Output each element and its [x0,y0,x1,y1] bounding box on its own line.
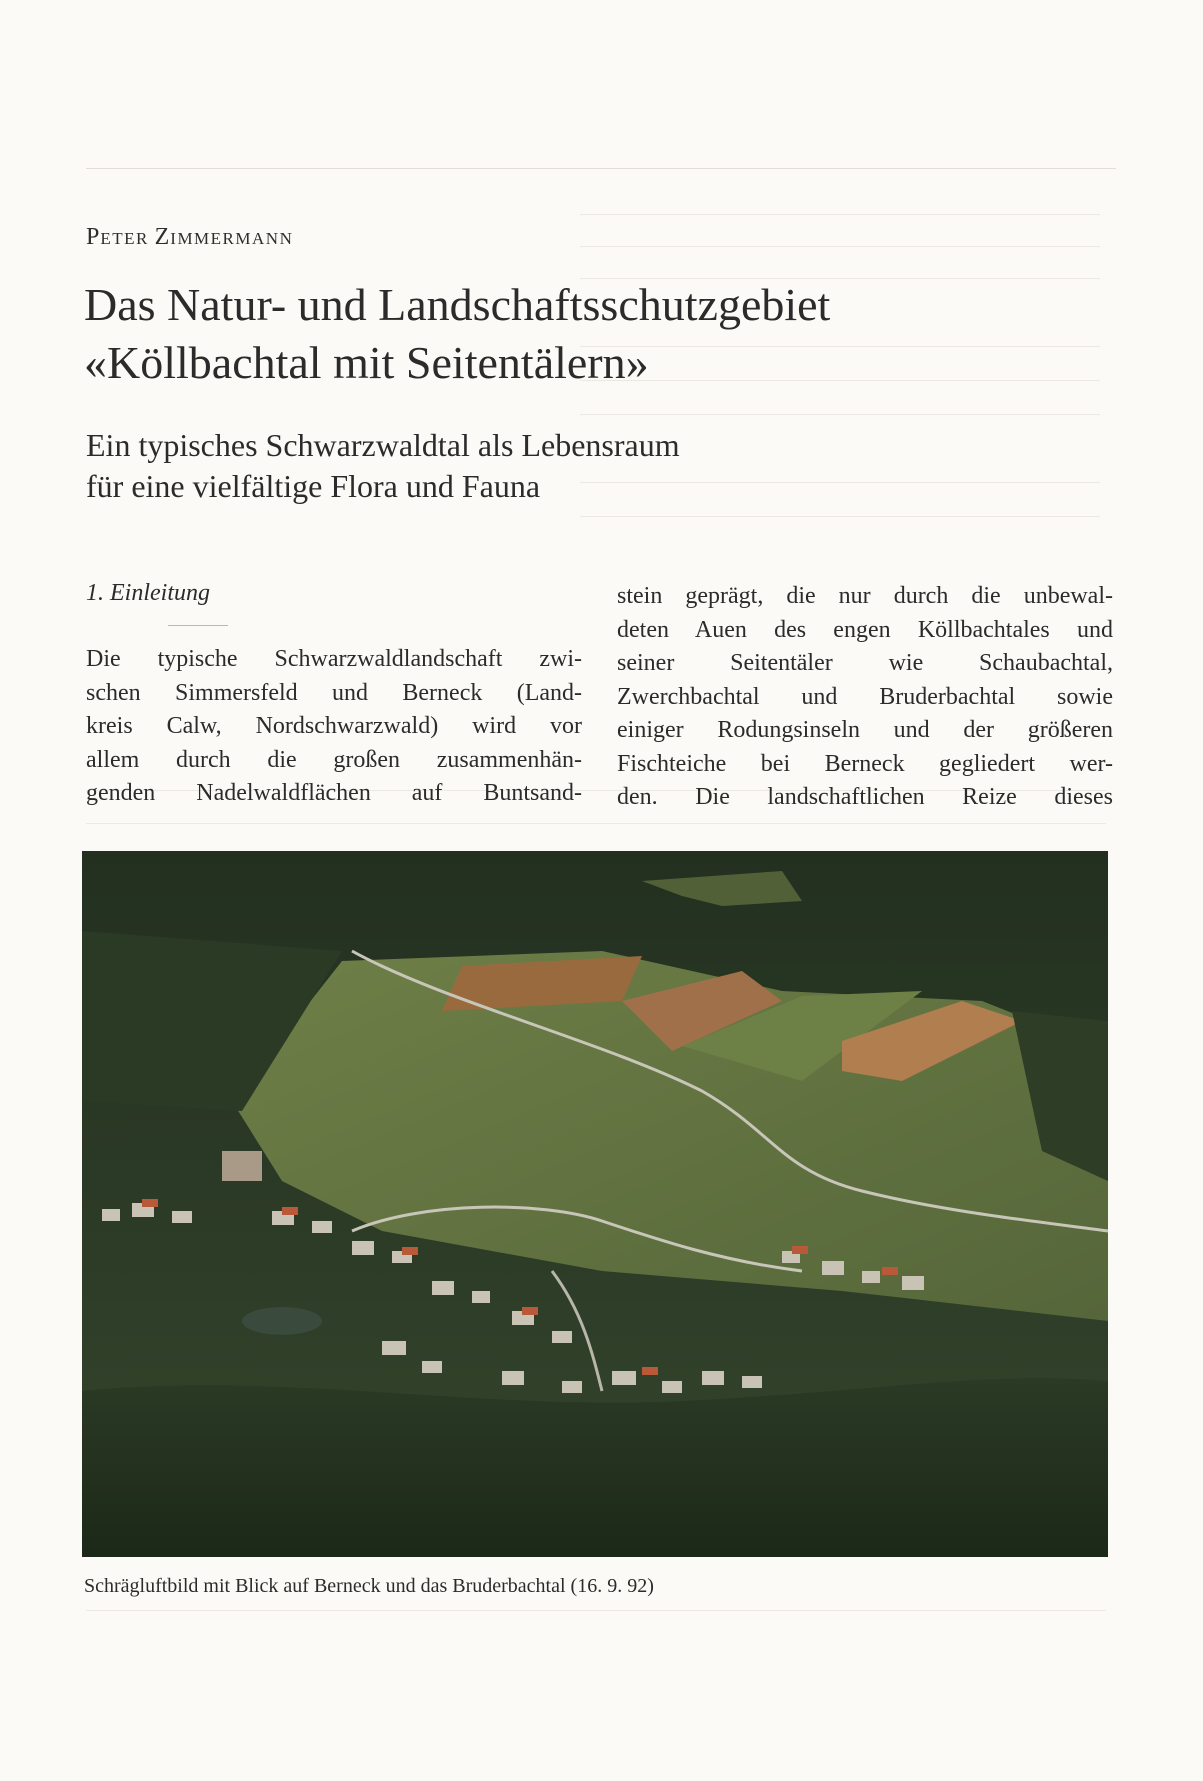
body-line: Die typische Schwarzwaldlandschaft zwi- [86,646,582,672]
author-initial-last: Z [154,224,171,250]
author-initial-first: P [86,224,101,250]
body-line: stein geprägt, die nur durch die unbewal- [617,583,1113,609]
author-first-rest: ETER [100,229,155,248]
article-title [84,276,1134,392]
subtitle-line-1: Ein typisches Schwarzwaldtal als Lebensraum [86,427,680,463]
aerial-photo-illustration [82,851,1108,1557]
body-column-right [617,580,1113,815]
author-last-rest: IMMERMANN [170,229,294,248]
body-line: kreis Calw, Nordschwarzwald) wird vor [86,713,582,739]
body-line: den. Die landschaftlichen Reize dieses [617,784,1113,810]
body-line: schen Simmersfeld und Berneck (Land- [86,679,582,706]
body-line: deten Auen des engen Köllbachtales und [617,616,1113,643]
body-column-left [86,643,582,811]
subtitle-line-2: für eine vielfältige Flora und Fauna [86,468,541,504]
aerial-photo [82,851,1108,1557]
section-heading: 1. Einleitung [86,580,210,606]
article-subtitle [86,425,1086,507]
body-line: allem durch die großen zusammenhän- [86,746,582,773]
title-line-2: «Köllbachtal mit Seitentälern» [84,337,649,388]
section-rule [168,625,228,626]
body-line: genden Nadelwaldflächen auf Buntsand- [86,780,582,806]
title-line-1: Das Natur- und Landschaftsschutzgebiet [84,279,831,330]
body-line: seiner Seitentäler wie Schaubachtal, [617,650,1113,676]
figure-caption: Schrägluftbild mit Blick auf Berneck und das Bruderbachtal (16. 9. 92) [84,1575,654,1597]
body-line: einiger Rodungsinseln und der größeren [617,717,1113,743]
author-name [86,224,293,251]
body-line: Fischteiche bei Berneck gegliedert wer- [617,750,1113,777]
body-line: Zwerchbachtal und Bruderbachtal sowie [617,683,1113,710]
